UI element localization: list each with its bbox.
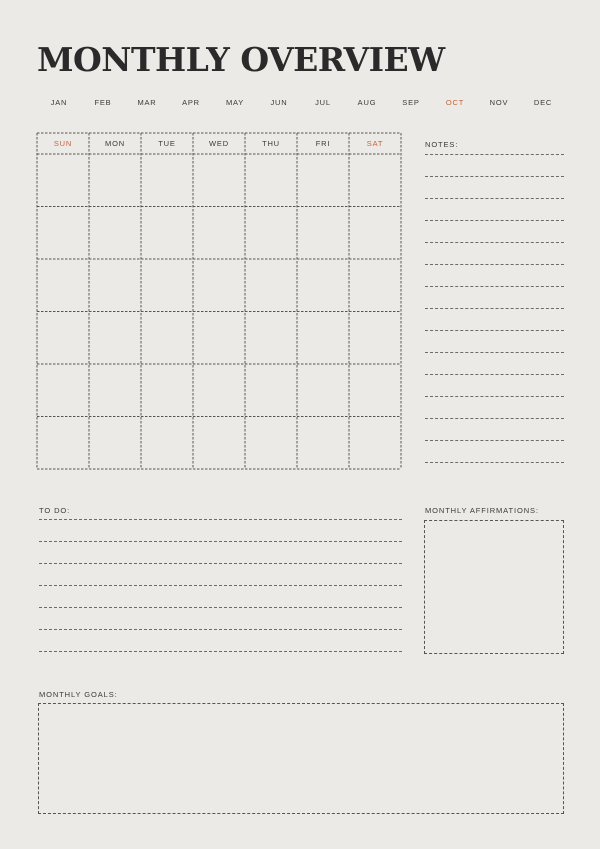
notes-line[interactable] bbox=[425, 264, 564, 265]
day-header-mon: MON bbox=[105, 139, 125, 148]
todo-label: TO DO: bbox=[39, 506, 71, 515]
notes-line[interactable] bbox=[425, 286, 564, 287]
notes-line[interactable] bbox=[425, 330, 564, 331]
calendar-day-cell[interactable] bbox=[350, 365, 400, 416]
notes-line[interactable] bbox=[425, 220, 564, 221]
month-dec[interactable]: DEC bbox=[533, 98, 553, 107]
calendar-day-cell[interactable] bbox=[90, 365, 140, 416]
calendar-day-cell[interactable] bbox=[246, 208, 296, 259]
calendar-day-cell[interactable] bbox=[246, 365, 296, 416]
calendar-day-cell[interactable] bbox=[142, 260, 192, 311]
calendar-day-cell[interactable] bbox=[90, 313, 140, 364]
affirmations-label: MONTHLY AFFIRMATIONS: bbox=[425, 506, 539, 515]
notes-label: NOTES: bbox=[425, 140, 459, 149]
todo-line[interactable] bbox=[39, 651, 402, 652]
month-aug[interactable]: AUG bbox=[357, 98, 377, 107]
day-header-fri: FRI bbox=[315, 139, 331, 148]
calendar-day-cell[interactable] bbox=[90, 155, 140, 206]
notes-line[interactable] bbox=[425, 242, 564, 243]
calendar-day-cell[interactable] bbox=[38, 155, 88, 206]
calendar-day-cell[interactable] bbox=[298, 155, 348, 206]
notes-line[interactable] bbox=[425, 440, 564, 441]
calendar-day-cell[interactable] bbox=[350, 208, 400, 259]
month-nov[interactable]: NOV bbox=[489, 98, 509, 107]
calendar-day-cell[interactable] bbox=[142, 208, 192, 259]
day-header-tue: TUE bbox=[158, 139, 176, 148]
calendar-day-cell[interactable] bbox=[38, 313, 88, 364]
todo-line[interactable] bbox=[39, 541, 402, 542]
calendar-day-cell[interactable] bbox=[194, 365, 244, 416]
month-oct[interactable]: OCT bbox=[445, 98, 465, 107]
calendar-header bbox=[37, 133, 401, 154]
calendar-day-cell[interactable] bbox=[38, 418, 88, 469]
month-jun[interactable]: JUN bbox=[270, 98, 288, 107]
month-sep[interactable]: SEP bbox=[402, 98, 420, 107]
goals-label: MONTHLY GOALS: bbox=[39, 690, 118, 699]
calendar-day-cell[interactable] bbox=[38, 208, 88, 259]
calendar-day-cell[interactable] bbox=[350, 313, 400, 364]
notes-line[interactable] bbox=[425, 154, 564, 155]
calendar-day-cell[interactable] bbox=[298, 260, 348, 311]
calendar-day-cell[interactable] bbox=[298, 365, 348, 416]
calendar-day-cell[interactable] bbox=[194, 155, 244, 206]
calendar-day-cell[interactable] bbox=[142, 418, 192, 469]
page-title: MONTHLY OVERVIEW bbox=[37, 40, 445, 79]
notes-line[interactable] bbox=[425, 352, 564, 353]
day-header-thu: THU bbox=[262, 139, 280, 148]
notes-line[interactable] bbox=[425, 462, 564, 463]
calendar-day-cell[interactable] bbox=[90, 208, 140, 259]
todo-line[interactable] bbox=[39, 563, 402, 564]
calendar-day-cell[interactable] bbox=[350, 418, 400, 469]
calendar-day-cell[interactable] bbox=[38, 365, 88, 416]
todo-line[interactable] bbox=[39, 607, 402, 608]
notes-line[interactable] bbox=[425, 176, 564, 177]
calendar-day-cell[interactable] bbox=[142, 155, 192, 206]
calendar-day-cell[interactable] bbox=[246, 418, 296, 469]
calendar-day-cell[interactable] bbox=[246, 155, 296, 206]
month-apr[interactable]: APR bbox=[182, 98, 200, 107]
calendar-day-cell[interactable] bbox=[246, 260, 296, 311]
todo-line[interactable] bbox=[39, 519, 402, 520]
day-header-sat: SAT bbox=[366, 139, 384, 148]
notes-line[interactable] bbox=[425, 396, 564, 397]
calendar-day-cell[interactable] bbox=[350, 155, 400, 206]
notes-line[interactable] bbox=[425, 198, 564, 199]
todo-line[interactable] bbox=[39, 629, 402, 630]
calendar-day-cell[interactable] bbox=[90, 418, 140, 469]
day-header-wed: WED bbox=[209, 139, 229, 148]
calendar-day-cell[interactable] bbox=[142, 365, 192, 416]
month-mar[interactable]: MAR bbox=[137, 98, 157, 107]
notes-line[interactable] bbox=[425, 308, 564, 309]
calendar-day-cell[interactable] bbox=[194, 313, 244, 364]
calendar-day-cell[interactable] bbox=[38, 260, 88, 311]
month-selector bbox=[37, 98, 565, 110]
calendar-day-cell[interactable] bbox=[246, 313, 296, 364]
calendar-day-cell[interactable] bbox=[90, 260, 140, 311]
month-may[interactable]: MAY bbox=[225, 98, 245, 107]
notes-line[interactable] bbox=[425, 374, 564, 375]
affirmations-box[interactable] bbox=[424, 520, 564, 654]
calendar-day-cell[interactable] bbox=[194, 418, 244, 469]
day-header-sun: SUN bbox=[53, 139, 73, 148]
calendar-day-cell[interactable] bbox=[298, 313, 348, 364]
calendar-day-cell[interactable] bbox=[298, 418, 348, 469]
month-jul[interactable]: JUL bbox=[315, 98, 331, 107]
calendar-day-cell[interactable] bbox=[194, 260, 244, 311]
month-jan[interactable]: JAN bbox=[50, 98, 68, 107]
todo-line[interactable] bbox=[39, 585, 402, 586]
calendar-day-cell[interactable] bbox=[194, 208, 244, 259]
calendar-day-cell[interactable] bbox=[298, 208, 348, 259]
month-feb[interactable]: FEB bbox=[94, 98, 112, 107]
goals-box[interactable] bbox=[38, 703, 564, 814]
calendar-day-cell[interactable] bbox=[142, 313, 192, 364]
notes-line[interactable] bbox=[425, 418, 564, 419]
calendar-day-cell[interactable] bbox=[350, 260, 400, 311]
